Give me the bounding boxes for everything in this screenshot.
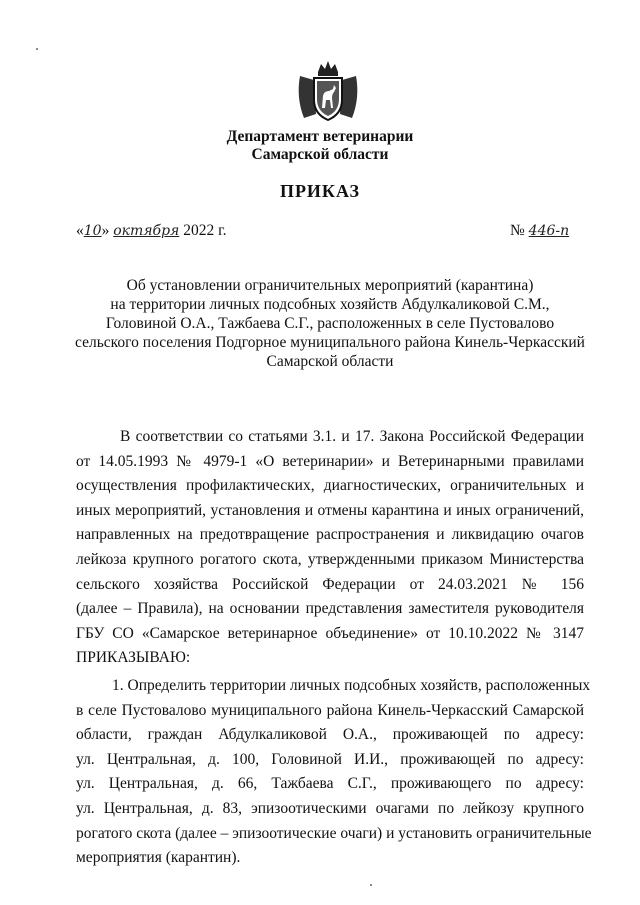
body-line: сельского хозяйства Российской Федерации от 24.03.2021 № 156	[76, 575, 584, 593]
body-line: ул. Центральная, д. 83, эпизоотическими очагами по лейкозу крупного	[76, 799, 584, 817]
order-subject	[60, 276, 600, 371]
subject-line: Самарской области	[266, 353, 394, 370]
body-line: ул. Центральная, д. 100, Головиной И.И., проживающей по адресу:	[76, 750, 584, 768]
order-date	[76, 222, 227, 240]
body-line: (далее – Правила), на основании представления заместителя руководителя	[76, 600, 584, 618]
number-label: №	[510, 222, 525, 239]
body-line: В соответствии со статьями 3.1. и 17. Закона Российской Федерации	[120, 428, 584, 445]
scan-speck	[370, 884, 372, 886]
body-line: осуществления профилактических, диагностических, ограничительных и	[76, 477, 584, 495]
body-line: области, граждан Абдулкаликовой О.А., проживающей по адресу:	[76, 726, 584, 744]
scan-speck	[36, 48, 38, 50]
subject-line: Об установлении ограничительных мероприятий (карантина)	[126, 277, 534, 294]
paragraph-item-1	[76, 674, 592, 871]
body-line: ГБУ СО «Самарское ветеринарное объединение» от 10.10.2022 № 3147	[76, 624, 584, 642]
number-value-handwritten: 446-п	[528, 223, 570, 239]
subject-line: Головиной О.А., Тажбаева С.Г., расположенных в селе Пустовалово	[105, 315, 555, 332]
body-line: от 14.05.1993 № 4979-1 «О ветеринарии» и Ветеринарными правилами	[76, 452, 584, 470]
date-month-handwritten: октября	[113, 223, 180, 239]
date-year: 2022 г.	[183, 222, 227, 239]
body-line: 1. Определить территории личных подсобных хозяйств, расположенных	[112, 676, 591, 694]
body-line: мероприятия (карантин).	[76, 849, 241, 867]
paragraph-preamble	[76, 425, 584, 671]
body-line: ул. Центральная, д. 66, Тажбаева С.Г., проживающего по адресу:	[76, 775, 584, 793]
body-line: рогатого скота (далее – эпизоотические очаги) и установить ограничительные	[76, 824, 592, 842]
body-line: иных мероприятий, установления и отмены карантина и иных ограничений,	[76, 501, 584, 519]
department-name-line2: Самарской области	[251, 146, 389, 163]
date-day-handwritten: 10	[83, 223, 102, 239]
body-line: направленных на предотвращение распространения и ликвидацию очагов	[76, 526, 584, 544]
order-title: ПРИКАЗ	[279, 181, 361, 201]
subject-line: на территории личных подсобных хозяйств Абдулкаликовой С.М.,	[110, 296, 550, 313]
body-line-order-word: ПРИКАЗЫВАЮ:	[76, 649, 191, 667]
department-name-line1: Департамент ветеринарии	[226, 128, 414, 145]
subject-line: сельского поселения Подгорное муниципального района Кинель-Черкасский	[75, 334, 585, 351]
coat-of-arms-emblem	[294, 58, 362, 124]
body-line: в селе Пустовалово муниципального района Кинель-Черкасский Самарской	[76, 701, 584, 719]
date-close-quote: »	[101, 222, 110, 239]
order-body	[76, 425, 592, 871]
date-open-quote: «	[76, 222, 84, 239]
order-number	[510, 222, 569, 240]
body-line: лейкоза крупного рогатого скота, утвержденными приказом Министерства	[76, 550, 584, 568]
